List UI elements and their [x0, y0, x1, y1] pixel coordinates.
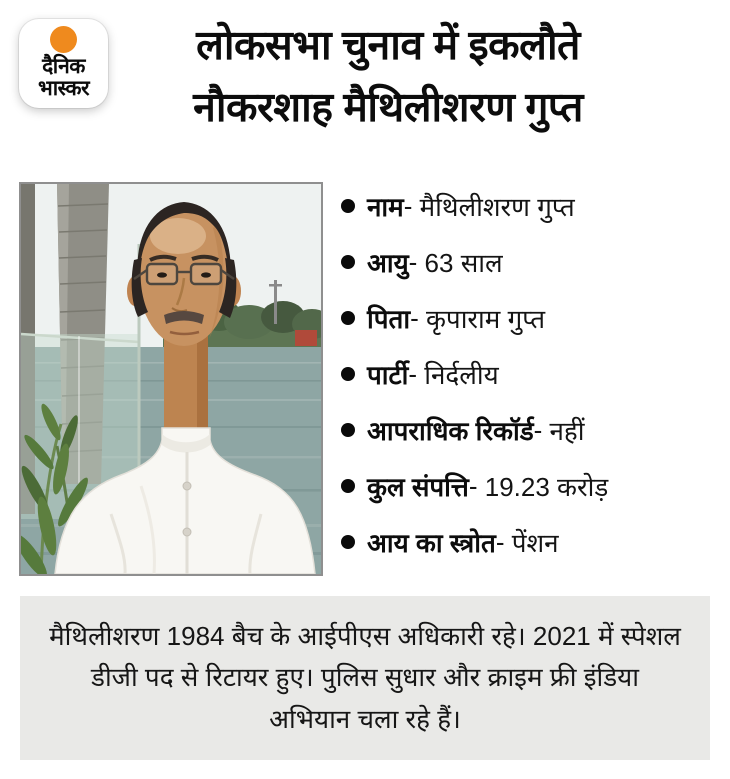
fact-item-criminal-record: आपराधिक रिकॉर्ड - नहीं: [341, 410, 723, 450]
footer-note-text: मैथिलीशरण 1984 बैच के आईपीएस अधिकारी रहे। 2021 में स्पेशल डीजी पद से रिटायर हुए। पुलिस सुधार और क्राइम फ्री इंडिया अभियान चला रहे हैं।: [49, 620, 681, 734]
fact-item-name: नाम - मैथिलीशरण गुप्त: [341, 186, 723, 226]
fact-item-party: पार्टी - निर्दलीय: [341, 354, 723, 394]
bullet-icon: [341, 479, 355, 493]
bullet-icon: [341, 255, 355, 269]
logo-text-line1: दैनिक: [42, 55, 85, 78]
dainik-bhaskar-logo: [19, 19, 108, 108]
fact-item-age: आयु - 63 साल: [341, 242, 723, 282]
bullet-icon: [341, 367, 355, 381]
photo-illustration: [21, 184, 321, 574]
fact-item-father: पिता - कृपाराम गुप्त: [341, 298, 723, 338]
candidate-photo: [19, 182, 323, 576]
logo-text-line2: भास्कर: [37, 77, 90, 101]
headline-line2: नौकरशाह मैथिलीशरण गुप्त: [193, 84, 583, 131]
bullet-icon: [341, 199, 355, 213]
footer-note-box: [20, 596, 710, 760]
bullet-icon: [341, 535, 355, 549]
bullet-icon: [341, 311, 355, 325]
headline-line1: लोकसभा चुनाव में इकलौते: [196, 22, 580, 68]
page-title: [112, 14, 664, 139]
facts-list: [341, 186, 723, 578]
bullet-icon: [341, 423, 355, 437]
fact-item-total-assets: कुल संपत्ति - 19.23 करोड़: [341, 466, 723, 506]
logo-sun-dot-icon: [50, 26, 77, 53]
fact-item-income-source: आय का स्त्रोत - पेंशन: [341, 522, 723, 562]
